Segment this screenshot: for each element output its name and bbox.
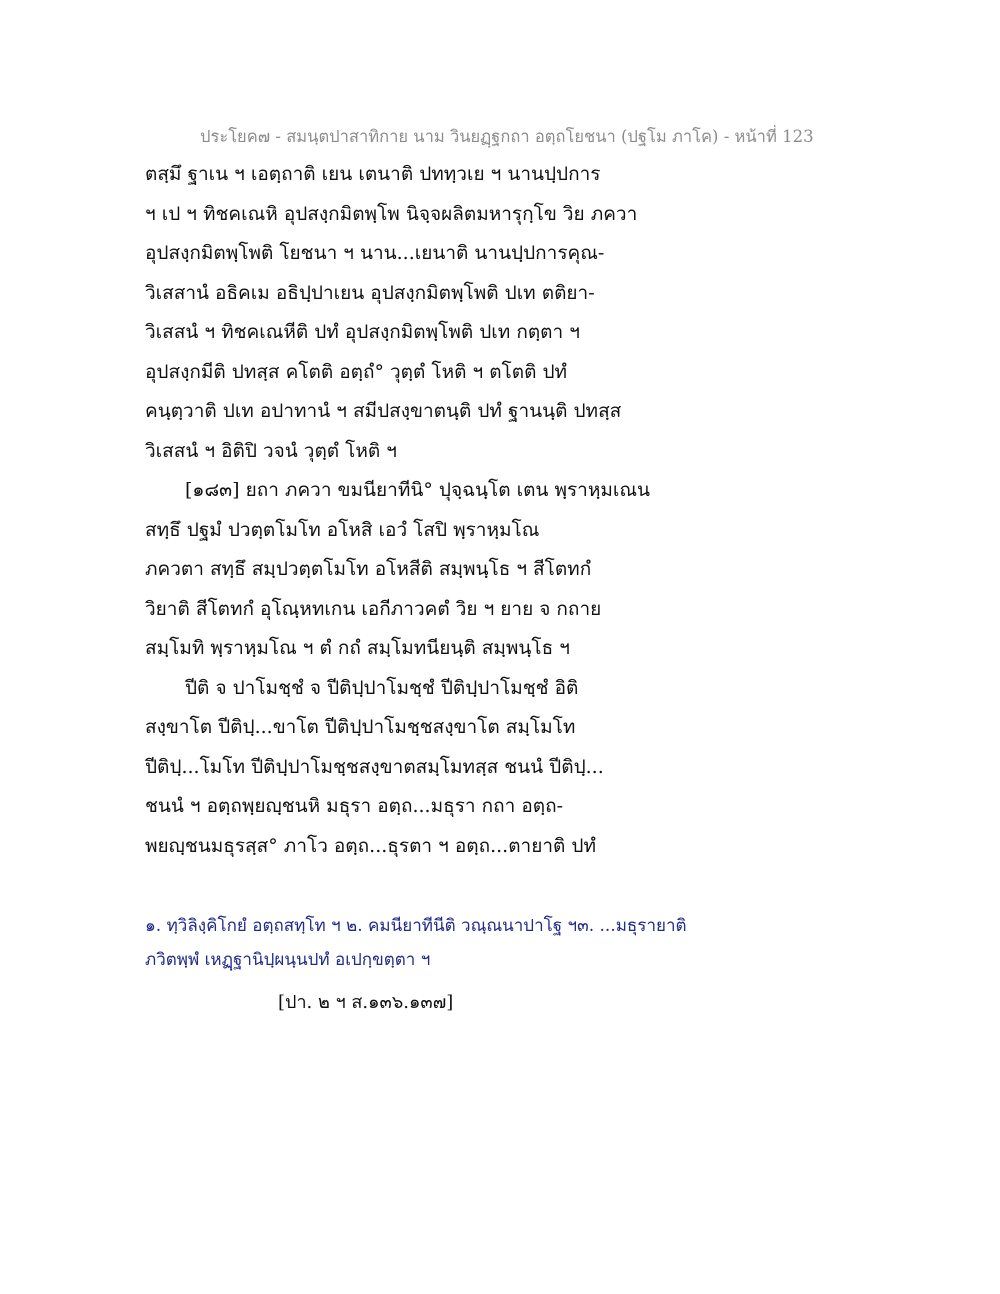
text-line: อุปสงฺกมีติ ปทสฺส คโตติ อตฺถํ° วุตฺตํ โหติ ฯ ตโตติ ปทํ — [145, 360, 568, 383]
text-line: อุปสงฺกมิตพฺโพติ โยชนา ฯ นาน...เยนาติ นานปฺปการคุณ- — [145, 242, 605, 264]
text-line: สมฺโมทิ พฺราหฺมโณ ฯ ตํ กถํ สมฺโมทนียนฺติ สมฺพนฺโธ ฯ — [145, 637, 570, 659]
text-line: ตสฺมึ ฐาเน ฯ เอตฺถาติ เยน เตนาติ ปททฺวเย ฯ นานปฺปการ — [145, 163, 601, 185]
text-line: ภควตา สทฺธึ สมฺปวตฺตโมโท อโหสีติ สมฺพนฺโธ ฯ สีโตทกํ — [145, 558, 592, 580]
text-line: วิเสสานํ อธิคเม อธิปฺปาเยน อุปสงฺกมิตพฺโพติ ปเท ตติยา- — [145, 281, 595, 304]
text-line: พยญฺชนมธุรสฺส° ภาโว อตฺถ...ธุรตา ฯ อตฺถ...ตายาติ ปทํ — [145, 834, 596, 857]
footnote-line: ภวิตพฺพํ เหฏฺฐานิปฺผนฺนปทํ อเปกฺขตฺตา ฯ — [145, 950, 431, 970]
text-line: สงฺขาโต ปีติปฺ...ขาโต ปีติปฺปาโมชฺชสงฺขาโต สมฺโมโท — [145, 716, 576, 738]
text-line: สทฺธึ ปฐมํ ปวตฺตโมโท อโหสิ เอวํ โสปิ พฺราหฺมโณ — [145, 518, 540, 541]
main-text — [145, 160, 965, 871]
text-line: ชนนํ ฯ อตฺถพฺยญฺชนหิ มธุรา อตฺถ...มธุรา กถา อตฺถ- — [145, 795, 563, 817]
footnotes — [145, 913, 965, 981]
text-line: ฯ เป ฯ ทิชคเณหิ อุปสงฺกมิตพฺโพ นิจฺจผลิตมหารุกฺโข วิย ภควา — [145, 202, 638, 225]
text-line: วิยาติ สีโตทกํ อุโณฺหทเกน เอกีภาวคตํ วิย ฯ ยาย จ กถาย — [145, 597, 602, 620]
page-header: ประโยค๗ - สมนฺตปาสาทิกาย นาม วินยฏฺฐกถา อตฺถโยชนา (ปฐโม ภาโค) - หน้าที่ 123 — [200, 127, 814, 146]
text-line: ปีติปฺ...โมโท ปีติปฺปาโมชฺชสงฺขาตสมฺโมทสฺส ชนนํ ปีติปฺ... — [145, 755, 604, 778]
text-line: วิเสสนํ ฯ อิติปิ วจนํ วุตฺตํ โหติ ฯ — [145, 439, 397, 462]
text-line: วิเสสนํ ฯ ทิชคเณหีติ ปทํ อุปสงฺกมิตพฺโพติ ปเท กตฺตา ฯ — [145, 321, 580, 343]
footnote-line: ๑. ทฺวิลิงฺคิโกยํ อตฺถสทฺโท ฯ ๒. คมนียาทีนีติ วณฺณนาปาโฐ ฯ๓. ...มธุรายาติ — [145, 916, 687, 936]
source-reference: [ปา. ๒ ฯ ส.๑๓๖.๑๓๗] — [278, 992, 454, 1013]
paragraph-start-line: ปีติ จ ปาโมชฺชํ จ ปีติปฺปาโมชฺชํ ปีติปฺปาโมชฺชํ อิติ — [185, 676, 579, 699]
text-line: คนฺตฺวาติ ปเท อปาทานํ ฯ สมีปสงฺขาตนฺติ ปทํ ฐานนฺติ ปทสฺส — [145, 400, 622, 422]
paragraph-start-line: [๑๘๓] ยถา ภควา ขมนียาทีนิ° ปุจฺฉนฺโต เตน พฺราหฺมเณน — [185, 479, 651, 501]
